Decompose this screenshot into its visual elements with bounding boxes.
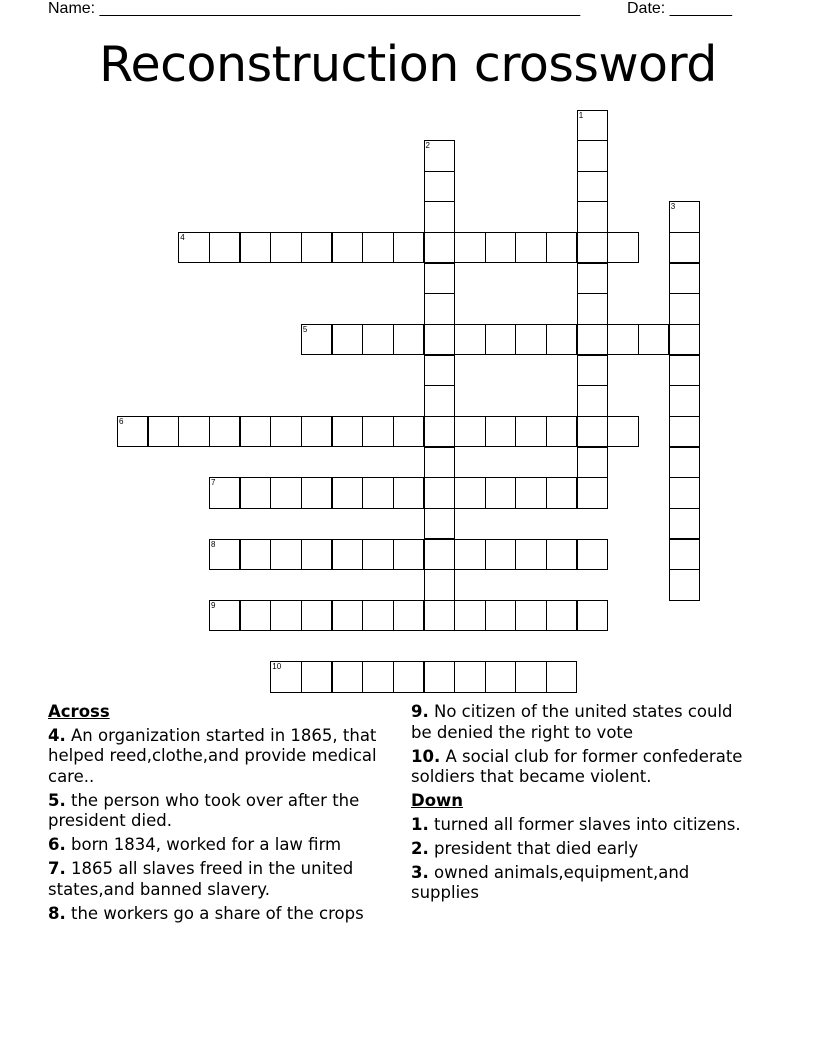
grid-cell-3[interactable] (669, 201, 700, 232)
grid-cell[interactable] (332, 539, 363, 570)
grid-cell[interactable] (669, 539, 700, 570)
grid-cell[interactable] (515, 324, 546, 355)
grid-cell[interactable] (240, 477, 271, 508)
grid-cell[interactable] (424, 661, 455, 692)
grid-cell[interactable] (607, 232, 638, 263)
grid-cell[interactable] (669, 447, 700, 478)
grid-cell[interactable] (669, 293, 700, 324)
grid-cell[interactable] (362, 661, 393, 692)
cell-number: 6 (119, 417, 124, 426)
grid-cell[interactable] (209, 232, 240, 263)
grid-cell[interactable] (669, 263, 700, 294)
grid-cell[interactable] (240, 232, 271, 263)
grid-cell[interactable] (454, 324, 485, 355)
grid-cell[interactable] (148, 416, 179, 447)
clue-text: 1865 all slaves freed in the united states,and banned slavery. (48, 859, 354, 899)
grid-cell[interactable] (669, 416, 700, 447)
grid-cell[interactable] (362, 232, 393, 263)
grid-cell-1[interactable] (577, 110, 608, 141)
grid-cell[interactable] (546, 539, 577, 570)
cell-number: 5 (302, 325, 308, 335)
grid-cell[interactable] (669, 569, 700, 600)
grid-cell[interactable] (424, 324, 455, 355)
grid-cell[interactable] (577, 293, 608, 324)
grid-cell[interactable] (393, 232, 424, 263)
grid-cell[interactable] (485, 324, 516, 355)
grid-cell[interactable] (454, 477, 485, 508)
clue-text: the person who took over after the president died. (48, 790, 360, 830)
grid-cell[interactable] (332, 324, 363, 355)
grid-cell[interactable] (393, 661, 424, 692)
grid-cell[interactable] (515, 416, 546, 447)
grid-cell[interactable] (546, 324, 577, 355)
grid-cell[interactable] (515, 661, 546, 692)
grid-cell[interactable] (332, 477, 363, 508)
grid-cell[interactable] (669, 324, 700, 355)
grid-cell-8[interactable] (209, 539, 240, 570)
grid-cell[interactable] (577, 477, 608, 508)
grid-cell[interactable] (607, 324, 638, 355)
grid-cell[interactable] (393, 539, 424, 570)
grid-cell[interactable] (577, 539, 608, 570)
grid-cell[interactable] (485, 661, 516, 692)
grid-cell[interactable] (577, 324, 608, 355)
grid-cell[interactable] (301, 600, 332, 631)
clue-number: 7. (48, 859, 66, 878)
page-title: Reconstruction crossword (99, 36, 717, 93)
grid-cell[interactable] (270, 477, 301, 508)
grid-cell[interactable] (270, 416, 301, 447)
grid-cell[interactable] (362, 324, 393, 355)
grid-cell[interactable] (515, 232, 546, 263)
grid-cell[interactable] (393, 477, 424, 508)
grid-cell[interactable] (393, 324, 424, 355)
grid-cell[interactable] (669, 232, 700, 263)
date-field[interactable]: Date: _______ (627, 0, 732, 17)
grid-cell-7[interactable] (209, 477, 240, 508)
clue-across-8 (48, 904, 393, 925)
grid-cell[interactable] (362, 416, 393, 447)
clue-text: A social club for former confederate soldiers that became violent. (411, 746, 743, 786)
grid-cell[interactable] (301, 477, 332, 508)
grid-cell[interactable] (301, 661, 332, 692)
grid-cell[interactable] (669, 477, 700, 508)
clue-number: 6. (48, 835, 66, 854)
grid-cell[interactable] (577, 171, 608, 202)
grid-cell[interactable] (485, 232, 516, 263)
clue-text: turned all former slaves into citizens. (428, 814, 741, 834)
grid-cell[interactable] (424, 569, 455, 600)
grid-cell[interactable] (485, 477, 516, 508)
grid-cell[interactable] (362, 539, 393, 570)
grid-cell-2[interactable] (424, 140, 455, 171)
cell-number: 9 (210, 600, 216, 610)
grid-cell[interactable] (577, 355, 608, 386)
clue-down-2 (411, 839, 751, 860)
grid-cell[interactable] (577, 232, 608, 263)
clue-text: born 1834, worked for a law firm (65, 835, 342, 854)
grid-cell[interactable] (424, 416, 455, 447)
grid-cell[interactable] (240, 416, 271, 447)
grid-cell[interactable] (424, 600, 455, 631)
grid-cell[interactable] (393, 416, 424, 447)
across-heading: Across (48, 702, 110, 721)
grid-cell[interactable] (515, 477, 546, 508)
clue-text: No citizen of the united states could be denied the right to vote (411, 702, 733, 742)
clue-number: 1. (411, 814, 429, 834)
cell-number: 3 (670, 202, 676, 212)
grid-cell[interactable] (424, 171, 455, 202)
clue-text: the workers go a share of the crops (65, 903, 364, 923)
clue-across-6 (48, 835, 393, 856)
grid-cell[interactable] (485, 539, 516, 570)
grid-cell[interactable] (546, 600, 577, 631)
grid-cell[interactable] (301, 232, 332, 263)
grid-cell[interactable] (424, 447, 455, 478)
grid-cell[interactable] (485, 416, 516, 447)
cell-number: 1 (578, 110, 584, 120)
grid-cell[interactable] (669, 508, 700, 539)
clue-text: owned animals,equipment,and supplies (411, 862, 690, 902)
grid-cell[interactable] (332, 661, 363, 692)
clue-number: 4. (48, 725, 66, 745)
grid-cell[interactable] (577, 600, 608, 631)
grid-cell[interactable] (240, 539, 271, 570)
grid-cell[interactable] (270, 539, 301, 570)
cell-number: 4 (180, 233, 185, 243)
grid-cell[interactable] (577, 416, 608, 447)
grid-cell[interactable] (577, 447, 608, 478)
grid-cell[interactable] (515, 539, 546, 570)
grid-cell[interactable] (454, 600, 485, 631)
clue-number: 5. (48, 790, 66, 810)
clue-down-3 (411, 863, 751, 904)
clue-across-5 (48, 791, 393, 832)
grid-cell[interactable] (301, 539, 332, 570)
grid-cell[interactable] (332, 232, 363, 263)
grid-cell[interactable] (546, 416, 577, 447)
cell-number: 7 (210, 478, 216, 488)
clue-down-1 (411, 815, 751, 836)
clues-column-left (48, 702, 393, 928)
grid-cell-10[interactable] (270, 661, 301, 692)
clue-number: 8. (48, 903, 66, 923)
grid-cell[interactable] (332, 600, 363, 631)
grid-cell[interactable] (577, 263, 608, 294)
grid-cell[interactable] (424, 477, 455, 508)
grid-cell[interactable] (362, 477, 393, 508)
grid-cell[interactable] (424, 385, 455, 416)
clue-number: 9. (411, 702, 429, 721)
cell-number: 2 (425, 141, 430, 151)
grid-cell[interactable] (362, 600, 393, 631)
grid-cell[interactable] (485, 600, 516, 631)
grid-cell[interactable] (332, 416, 363, 447)
grid-cell-6[interactable] (117, 416, 148, 447)
grid-cell[interactable] (240, 600, 271, 631)
clue-across-9 (411, 702, 751, 743)
grid-cell[interactable] (178, 416, 209, 447)
grid-cell[interactable] (301, 416, 332, 447)
cell-number: 8 (210, 539, 216, 549)
name-field[interactable]: Name: ______________________________________________________ (48, 0, 581, 17)
clues-column-right (411, 702, 751, 907)
grid-cell[interactable] (209, 416, 240, 447)
grid-cell[interactable] (515, 600, 546, 631)
grid-cell[interactable] (424, 263, 455, 294)
clue-text: An organization started in 1865, that helped reed,clothe,and provide medical care.. (48, 725, 377, 786)
grid-cell[interactable] (546, 661, 577, 692)
grid-cell[interactable] (546, 232, 577, 263)
grid-cell[interactable] (424, 201, 455, 232)
grid-cell[interactable] (546, 477, 577, 508)
cell-number: 10 (272, 662, 282, 672)
grid-cell[interactable] (424, 508, 455, 539)
clue-number: 10. (411, 746, 441, 766)
grid-cell[interactable] (607, 416, 638, 447)
grid-cell-9[interactable] (209, 600, 240, 631)
grid-cell[interactable] (577, 385, 608, 416)
grid-cell[interactable] (270, 600, 301, 631)
clue-text: president that died early (428, 838, 639, 858)
grid-cell[interactable] (454, 416, 485, 447)
clue-across-10 (411, 747, 751, 788)
grid-cell[interactable] (393, 600, 424, 631)
grid-cell[interactable] (454, 232, 485, 263)
grid-cell[interactable] (454, 539, 485, 570)
grid-cell-4[interactable] (178, 232, 209, 263)
grid-cell[interactable] (669, 355, 700, 386)
grid-cell[interactable] (424, 355, 455, 386)
grid-cell[interactable] (270, 232, 301, 263)
grid-cell[interactable] (424, 293, 455, 324)
grid-cell-5[interactable] (301, 324, 332, 355)
grid-cell[interactable] (424, 539, 455, 570)
clue-number: 2. (411, 838, 429, 858)
clue-across-7 (48, 859, 393, 900)
grid-cell[interactable] (454, 661, 485, 692)
clue-across-4 (48, 726, 393, 788)
down-heading: Down (411, 791, 464, 810)
grid-cell[interactable] (669, 385, 700, 416)
grid-cell[interactable] (577, 201, 608, 232)
grid-cell[interactable] (638, 324, 669, 355)
grid-cell[interactable] (424, 232, 455, 263)
grid-cell[interactable] (577, 140, 608, 171)
clue-number: 3. (411, 862, 429, 882)
